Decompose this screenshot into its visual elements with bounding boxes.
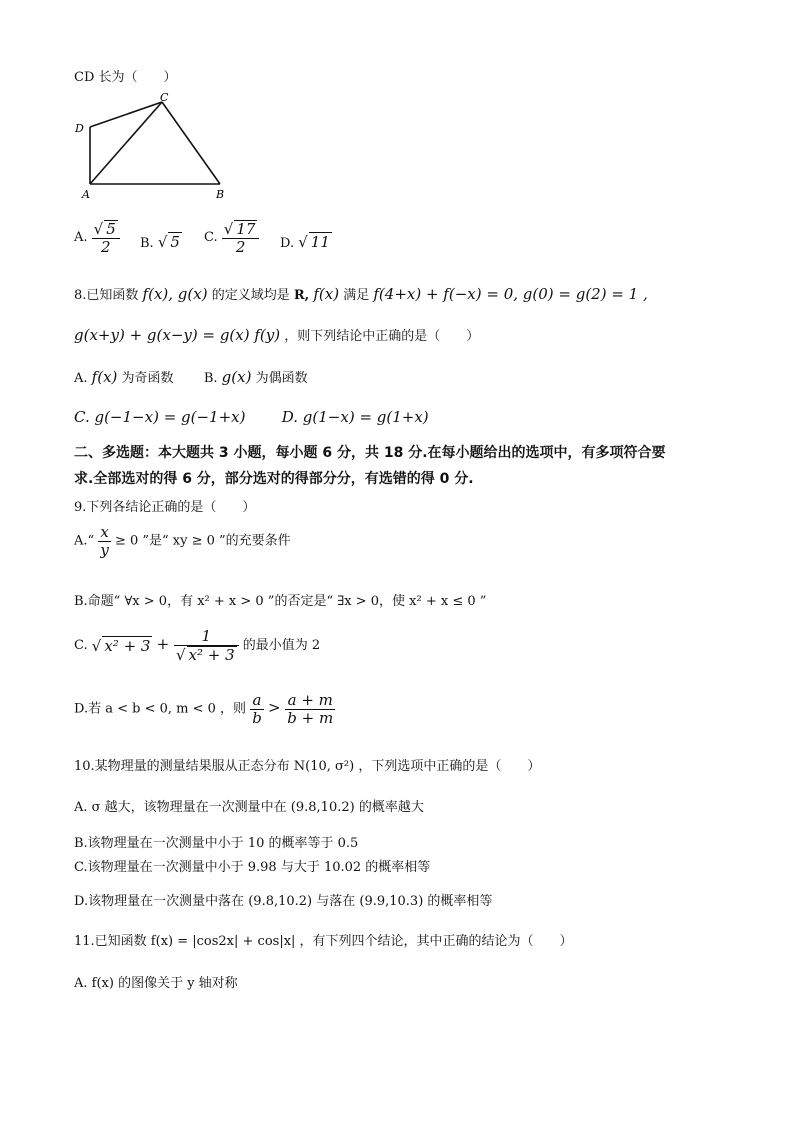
q10-option-d bbox=[74, 890, 492, 909]
q7-c-den: 2 bbox=[235, 237, 246, 256]
q8-b-math: g(x) bbox=[221, 368, 252, 386]
q10-d-text: D.该物理量在一次测量中落在 (9.8,10.2) 与落在 (9.9,10.3) 的概率相等 bbox=[74, 894, 493, 909]
q9-c-plus: + bbox=[156, 635, 174, 653]
q7-a-frac: $\frac{√ 5}{2}$ bbox=[92, 220, 120, 255]
fig-label-d: D bbox=[75, 122, 84, 135]
q9-stem-text: 9.下列各结论正确的是（ ） bbox=[74, 500, 256, 515]
q7-a-letter: A. bbox=[74, 230, 88, 245]
q8-options-ab bbox=[74, 367, 308, 386]
q7-d-letter: D. bbox=[280, 236, 295, 251]
q9-d-frac1 bbox=[250, 692, 264, 726]
q10-option-b bbox=[74, 832, 358, 851]
q7-c-num: 17 bbox=[236, 220, 256, 238]
q11-stem-text: 11.已知函数 f(x) = |cos2x| + cos|x| ，有下列四个结论，其中正确的结论为（ ） bbox=[74, 934, 573, 949]
q9-c-num: 1 bbox=[174, 628, 239, 646]
q7-option-d: D. √ 11 bbox=[280, 233, 330, 251]
q8-d: D. g(1−x) = g(1+x) bbox=[281, 408, 429, 426]
q10-option-c bbox=[74, 856, 430, 875]
q9-d-num1: a bbox=[250, 692, 264, 710]
section2-line1: 二、多选题：本大题共 3 小题，每小题 6 分，共 18 分.在每小题给出的选项中，有多项符合要 bbox=[74, 445, 666, 461]
q7-a-num: 5 bbox=[106, 220, 116, 238]
q9-c-prefix: C. bbox=[74, 638, 88, 653]
q9-c-suffix: 的最小值为 2 bbox=[242, 638, 321, 653]
q8-R: R, bbox=[293, 288, 310, 303]
q9-d-den1: b bbox=[252, 708, 262, 727]
q10-a-text: A. σ 越大，该物理量在一次测量中在 (9.8,10.2) 的概率越大 bbox=[74, 800, 424, 815]
q7-a-den: 2 bbox=[100, 237, 111, 256]
q8-eq1: f(4+x) + f(−x) = 0, g(0) = g(2) = 1 , bbox=[373, 285, 648, 303]
q9-a-frac bbox=[98, 524, 110, 558]
q8-options-cd bbox=[74, 408, 429, 426]
q9-option-a bbox=[74, 524, 291, 558]
q10-stem-text: 10.某物理量的测量结果服从正态分布 N(10, σ²) ，下列选项中正确的是（ ） bbox=[74, 759, 541, 774]
q9-option-d bbox=[74, 692, 335, 726]
q8-prefix: 8.已知函数 bbox=[74, 288, 139, 303]
q7-c-letter: C. bbox=[204, 230, 218, 245]
q8-b-letter: B. bbox=[203, 371, 218, 386]
q9-a-mid: ≥ 0 ”是“ xy ≥ 0 ”的充要条件 bbox=[114, 533, 291, 549]
q9-c-frac: $\frac{1}{\text{√ x² + 3}}$ bbox=[174, 628, 239, 663]
q9-b-text: B.命题“ ∀x > 0，有 x² + x > 0 ”的否定是“ ∃x > 0，使 x² + x ≤ 0 ” bbox=[74, 594, 487, 609]
q8-mid: 的定义域均是 bbox=[211, 288, 290, 303]
q9-d-num2: a + m bbox=[285, 692, 335, 710]
q7-d-val: 11 bbox=[310, 233, 330, 251]
q8-text2: ，则下列结论中正确的是（ ） bbox=[284, 329, 480, 344]
q9-option-b bbox=[74, 590, 486, 609]
q9-c-rad: x² + 3 bbox=[104, 637, 151, 655]
q9-a-prefix: A.“ bbox=[74, 533, 95, 549]
q9-option-c: C. √ x² + 3 + $\frac{1}{\text{√ x² + 3}}$ 的最小值为 2 bbox=[74, 627, 321, 664]
q8-a-letter: A. bbox=[74, 371, 88, 386]
q7-figure bbox=[70, 92, 250, 202]
q10-c-text: C.该物理量在一次测量中小于 9.98 与大于 10.02 的概率相等 bbox=[74, 860, 431, 875]
q9-a-num: x bbox=[98, 524, 110, 542]
q9-c-den: x² + 3 bbox=[188, 645, 235, 664]
fig-label-b: B bbox=[216, 188, 225, 201]
q7-b-letter: B. bbox=[140, 236, 154, 251]
q11-option-a bbox=[74, 972, 238, 991]
q9-stem bbox=[74, 496, 255, 515]
q8-mid2: 满足 bbox=[343, 288, 370, 303]
section2-header bbox=[74, 440, 734, 492]
q7-stem bbox=[74, 66, 177, 85]
q10-option-a bbox=[74, 796, 424, 815]
q11-stem bbox=[74, 930, 573, 949]
q9-a-den: y bbox=[100, 540, 109, 559]
fig-label-c: C bbox=[160, 92, 169, 104]
q9-d-den2: b + m bbox=[287, 708, 334, 727]
fig-label-a: A bbox=[82, 188, 90, 201]
q11-a-text: A. f(x) 的图像关于 y 轴对称 bbox=[74, 976, 238, 991]
q7-option-b: B. √ 5 bbox=[140, 233, 180, 251]
q8-a-text: 为奇函数 bbox=[121, 371, 174, 386]
section2-line2: 求.全部选对的得 6 分，部分选对的得部分分，有选错的得 0 分. bbox=[74, 471, 474, 487]
q8-fg: f(x), g(x) bbox=[142, 285, 208, 303]
q8-c: C. g(−1−x) = g(−1+x) bbox=[74, 408, 246, 426]
q8-f2: f(x) bbox=[313, 285, 340, 303]
q7-c-frac: $\frac{√ 17}{2}$ bbox=[222, 220, 260, 255]
q9-d-prefix: D.若 a < b < 0, m < 0 ，则 bbox=[74, 701, 247, 717]
q9-d-frac2 bbox=[285, 692, 335, 726]
q8-line1 bbox=[74, 284, 648, 303]
q7-option-c bbox=[204, 220, 259, 255]
q8-a-math: f(x) bbox=[91, 368, 118, 386]
q7-option-a bbox=[74, 220, 120, 255]
q8-line2 bbox=[74, 325, 479, 344]
q7-stem-text: CD 长为（ ） bbox=[74, 70, 177, 85]
q10-stem bbox=[74, 755, 540, 774]
q8-b-text: 为偶函数 bbox=[255, 371, 308, 386]
q8-eq2: g(x+y) + g(x−y) = g(x) f(y) bbox=[74, 326, 281, 344]
q10-b-text: B.该物理量在一次测量中小于 10 的概率等于 0.5 bbox=[74, 836, 359, 851]
q7-b-val: 5 bbox=[170, 233, 180, 251]
q9-d-gt: > bbox=[267, 698, 286, 717]
